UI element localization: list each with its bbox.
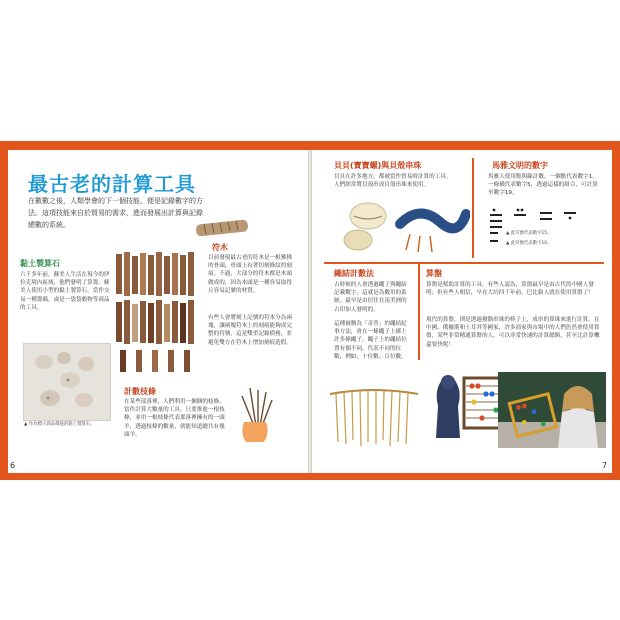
divider-vertical-bottom [418,264,420,360]
page-title: 最古老的計算工具 [28,172,196,196]
knots-text-1: 古時候的人會透過繩子與繩結記載數字，這就是為數用的系統。最早是由居住在南美洲的古印加人發明的。 [334,282,407,313]
clay-tokens-illustration [24,344,110,420]
tally-stick-heading: 符木 [212,243,228,252]
divider-vertical-top [472,158,474,258]
tally-stick-text-2: 有些人會將刻上記號的符木分為兩塊，讓兩塊符木上的刻痕能夠成完整的符號，這是雙重記錄債務，並避免雙方在符木上增加刻痕造假。 [208,315,292,346]
right-page [312,150,612,473]
tally-sticks-photo [114,250,206,374]
left-page [8,150,308,473]
girl-using-abacus-photo [498,372,606,448]
knots-text-2: 這種被稱為「奇普」的繩結紀事方法，會在一條繩子上綁上許多條繩子，繩子上的繩結位置有個不同，代表不同的位數，例如，十位數、百位數。 [334,321,407,360]
knots-heading: 繩結計數法 [334,269,374,278]
cowrie-shells-image [340,194,470,254]
tally-stick-image [194,216,250,238]
shells-heading: 貝貝(寶寶螺)與貝殼串珠 [334,161,422,170]
tally-stick-text-1: 目前發現最古老的符木是一根狒狒的骨頭，骨頭上有著切刻條紋的刻痕。不過，大部分的符木都是木頭做成的，因為木頭是一種容易取得且容易記號的材質。 [208,255,292,294]
clay-tokens-caption: ▲ 作為標示商品價值的黏土製算石。 [24,422,95,427]
counting-sticks-heading: 計數枝條 [124,387,156,396]
maya-legend-10: ▲ 此符號代表數字10。 [506,241,552,246]
page-number-left: 6 [10,461,16,470]
abacus-heading: 算盤 [426,269,442,278]
maya-legend-15: ▲ 此符號代表數字15。 [506,231,552,236]
clay-tokens-heading: 黏土製算石 [20,259,60,268]
counting-sticks-text: 在某些部落裡，人們利用一捆捆的枝條，當作計算大數量的工具。只要推進一根枝條，並用一根枝條代表那落裡擁有的一頭羊，透過枝條的數量，就能知道總共有幾頭羊。 [124,399,225,438]
abacus-text-2: 現代的算盤，則是透過撥動串珠的棒子上，成串的算珠來進行計算。在中國、俄羅斯和土耳其等國家，許多商家與市場中的人們仍然會使用算盤，某些非常精通算盤的人，可以非常快速的計算總額，甚至比計算機還要快呢！ [426,317,600,348]
quipu-illustration [326,386,422,450]
page-number-right: 7 [602,461,608,470]
clay-tokens-photo [23,343,111,421]
divider-horizontal [324,262,604,264]
maya-text: 馬雅人使用點與線計數，一個點代表數字1，一條橫代表數字5，透過這樣的組合，可計算至數字19。 [488,174,598,197]
intro-text: 在數數之後，人類學會的下一個技能，便是記錄數字的方法。這項技能來自於貿易的需求，進而發展出計算與記錄總數的系統。 [28,197,203,229]
maya-heading: 馬雅文明的數字 [492,161,548,170]
shells-text: 貝貝在許多地方，都被當作貿易時計算的工具。人們經常將貝殼串成貝殼串珠來使用。 [334,174,452,189]
abacus-text-1: 算盤是幫助計算的工具，有些人認為，算盤最早是由古代的中國人發明；但有些人相信，早在大約四千年前，巴比倫人就在使用算盤了！ [426,282,594,297]
hand-holding-sticks-illustration [230,386,280,446]
clay-tokens-text: 六千多年前，蘇美人生活在現今的伊拉克境內區域，他們發明了算籌。蘇美人使用小型的黏土製算石，當作交易一種籌碼，或是一袋袋穀物等商品的工具。 [20,272,110,311]
